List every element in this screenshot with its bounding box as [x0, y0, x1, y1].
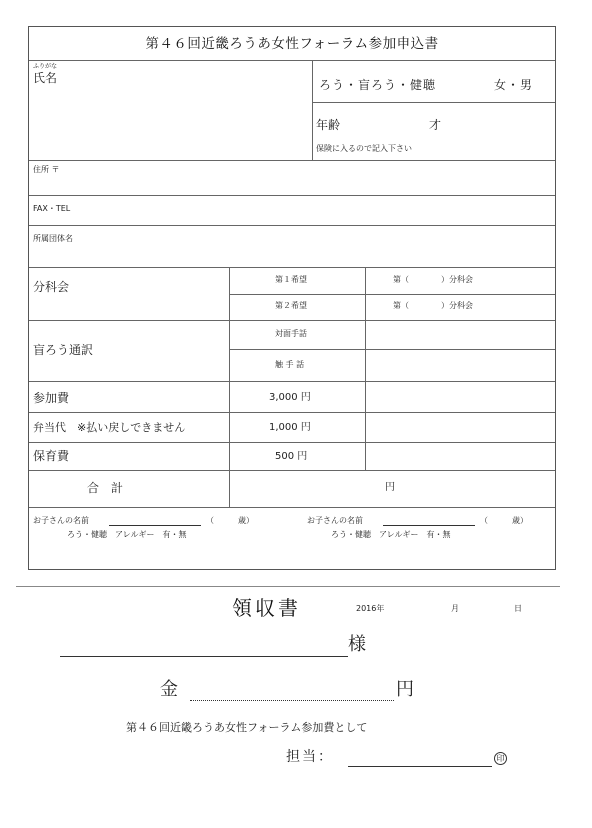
rule [29, 225, 555, 226]
rule [365, 267, 366, 470]
receipt-kin: 金 [160, 679, 178, 700]
total-unit: 円 [385, 482, 395, 493]
rule [29, 195, 555, 196]
childcare-label: 保育費 [33, 449, 70, 463]
staff-line [348, 766, 492, 767]
cut-line [16, 586, 560, 587]
lunch-label: 弁当代 ※払い戻しできません [33, 421, 186, 434]
receipt-day: 日 [514, 604, 522, 613]
org-label: 所属団体名 [33, 234, 73, 243]
interpret-label: 盲ろう通訳 [33, 343, 94, 357]
rule [312, 102, 555, 103]
child-name-label-2: お子さんの名前 [307, 516, 363, 525]
receipt-year: 2016年 [356, 604, 385, 613]
seal-mark: 印 [494, 752, 507, 765]
interpret-tactile: 触 手 話 [275, 360, 305, 369]
lunch-value: 1,000 円 [269, 422, 311, 433]
receipt-sama: 様 [348, 634, 366, 655]
age-note: 保険に入るので記入下さい [316, 144, 412, 153]
fee-value: 3,000 円 [269, 392, 311, 403]
rule [229, 294, 555, 295]
second-choice-value: 第（ ）分科会 [393, 301, 473, 310]
rule [29, 412, 555, 413]
age-label: 年齢 [316, 118, 341, 132]
childcare-value: 500 円 [275, 451, 308, 462]
rule [29, 320, 555, 321]
rule [229, 267, 230, 507]
name-label: 氏名 [33, 71, 58, 85]
interpret-face: 対面手話 [275, 329, 307, 338]
receipt-en: 円 [396, 679, 414, 700]
rule [29, 442, 555, 443]
age-unit: 才 [429, 118, 442, 132]
subcommittee-label: 分科会 [33, 280, 70, 294]
rule [29, 470, 555, 471]
form-title: 第４６回近畿ろうあ女性フォーラム参加申込書 [145, 36, 439, 52]
rule [229, 349, 555, 350]
receipt-purpose: 第４６回近畿ろうあ女性フォーラム参加費として [126, 721, 368, 734]
furigana-label: ふりがな [33, 63, 58, 70]
faxtel-label: FAX・TEL [33, 204, 71, 213]
gender-options: 女・男 [494, 78, 534, 92]
receipt-title: 領収書 [232, 596, 301, 620]
application-form [28, 26, 556, 570]
rule [29, 507, 555, 508]
child-age-2: （ 歳） [480, 516, 528, 525]
hearing-options: ろう・盲ろう・健聴 [319, 78, 437, 92]
fee-label: 参加費 [33, 391, 70, 405]
child-name-underline-2 [383, 525, 475, 526]
first-choice-value: 第（ ）分科会 [393, 275, 473, 284]
first-choice-label: 第１希望 [275, 275, 307, 284]
rule [29, 381, 555, 382]
amount-line [190, 700, 394, 701]
receipt-month: 月 [451, 604, 459, 613]
rule [29, 160, 555, 161]
child-name-label-1: お子さんの名前 [33, 516, 89, 525]
child-name-underline-1 [109, 525, 201, 526]
rule [29, 60, 555, 61]
child-options-2: ろう・健聴 アレルギー 有・無 [331, 530, 451, 539]
staff-label: 担当： [286, 749, 334, 765]
rule [312, 60, 313, 160]
recipient-line [60, 656, 348, 657]
second-choice-label: 第２希望 [275, 301, 307, 310]
rule [29, 267, 555, 268]
child-age-1: （ 歳） [206, 516, 254, 525]
total-label: 合 計 [87, 481, 124, 495]
address-label: 住所 〒 [33, 165, 60, 174]
child-options-1: ろう・健聴 アレルギー 有・無 [67, 530, 187, 539]
